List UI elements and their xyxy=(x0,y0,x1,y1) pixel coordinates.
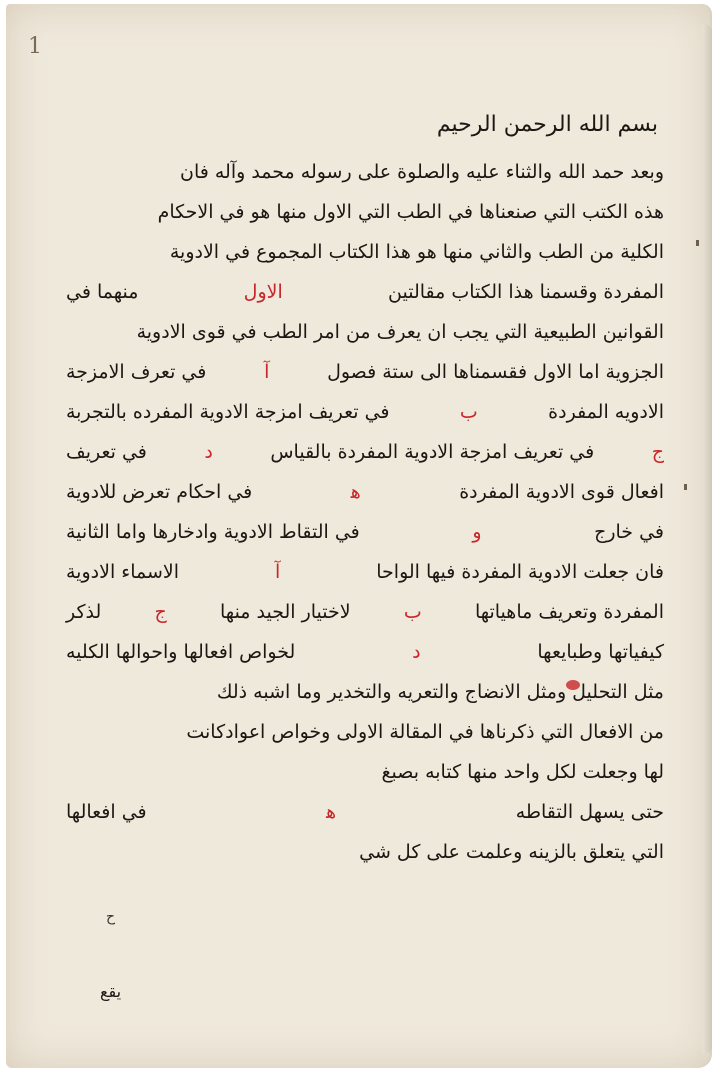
text-line xyxy=(66,312,664,352)
text-segment: في تعرف الامزجة xyxy=(66,361,207,383)
text-segment: في تعريف xyxy=(66,441,147,463)
text-line xyxy=(66,352,664,392)
text-segment: المفردة وقسمنا هذا الكتاب مقالتين xyxy=(388,281,664,303)
text-segment: افعال قوى الادوية المفردة xyxy=(459,481,664,503)
text-segment: في تعريف امزجة الادوية المفردة بالقياس xyxy=(270,441,595,463)
rubric-marker: و xyxy=(472,521,482,543)
rubric-marker: ب xyxy=(403,601,422,623)
rubric-marker: ﻫ xyxy=(326,801,337,823)
line-end-mark: ح xyxy=(106,909,116,925)
text-line xyxy=(66,632,664,672)
text-line xyxy=(66,432,664,472)
text-segment: في تعريف امزجة الادوية المفرده بالتجربة xyxy=(66,401,390,423)
manuscript-page xyxy=(6,4,710,1068)
text-segment: لها وجعلت لكل واحد منها كتابه بصبغ xyxy=(381,761,664,783)
rubric-marker: د xyxy=(412,641,421,663)
catchword: يقع xyxy=(100,982,122,1001)
text-lines xyxy=(66,152,664,872)
text-segment: الادويه المفردة xyxy=(548,401,664,423)
rubric-marker: د xyxy=(204,441,213,463)
rubric-marker: ج xyxy=(154,601,167,623)
text-segment: هذه الكتب التي صنعناها في الطب التي الاول منها هو في الاحكام xyxy=(157,201,664,223)
text-segment: كيفياتها وطبايعها xyxy=(537,641,664,663)
text-line xyxy=(66,552,664,592)
text-line xyxy=(66,712,664,752)
rubric-marker: الاول xyxy=(243,281,283,303)
text-segment: الجزوية اما الاول فقسمناها الى ستة فصول xyxy=(327,361,664,383)
text-line xyxy=(66,232,664,272)
text-segment: لذكر xyxy=(66,601,102,623)
text-segment: في خارج xyxy=(594,521,664,543)
text-segment: حتى يسهل التقاطه xyxy=(515,801,664,823)
margin-mark xyxy=(684,484,687,490)
text-segment: لخواص افعالها واحوالها الكليه xyxy=(66,641,296,663)
text-segment: مثل التحليل ومثل الانضاج والتعريه والتخدير وما اشبه ذلك xyxy=(216,681,664,703)
text-segment: الاسماء الادوية xyxy=(66,561,180,583)
text-line xyxy=(66,832,664,872)
text-line xyxy=(66,192,664,232)
text-line xyxy=(66,792,664,832)
text-line xyxy=(66,512,664,552)
text-segment: فان جعلت الادوية المفردة فيها الواحا xyxy=(376,561,664,583)
text-segment: وبعد حمد الله والثناء عليه والصلوة على رسوله محمد وآله فان xyxy=(179,161,664,183)
text-segment: في افعالها xyxy=(66,801,147,823)
text-segment: لاختيار الجيد منها xyxy=(220,601,351,623)
text-line xyxy=(66,472,664,512)
text-segment: القوانين الطبيعية التي يجب ان يعرف من امر الطب في قوى الادوية xyxy=(136,321,664,343)
basmala: بسم الله الرحمن الرحيم xyxy=(436,112,658,137)
text-segment: منهما في xyxy=(66,281,139,303)
margin-mark xyxy=(696,240,699,246)
rubric-marker: آ xyxy=(275,561,281,583)
text-line xyxy=(66,392,664,432)
text-segment: في التقاط الادوية وادخارها واما الثانية xyxy=(66,521,360,543)
text-segment: المفردة وتعريف ماهياتها xyxy=(474,601,664,623)
rubric-marker: ب xyxy=(459,401,478,423)
text-line xyxy=(66,672,664,712)
text-segment: في احكام تعرض للادوية xyxy=(66,481,253,503)
text-segment: التي يتعلق بالزينه وعلمت على كل شي xyxy=(359,841,664,863)
text-line xyxy=(66,592,664,632)
text-line xyxy=(66,152,664,192)
text-line xyxy=(66,752,664,792)
text-line xyxy=(66,272,664,312)
text-segment: الكلية من الطب والثاني منها هو هذا الكتاب المجموع في الادوية xyxy=(169,241,664,263)
manuscript-text xyxy=(66,98,664,872)
rubric-marker: آ xyxy=(264,361,270,383)
rubric-marker: ج xyxy=(651,441,664,463)
rubric-marker: ﻫ xyxy=(350,481,361,503)
folio-number: 1 xyxy=(28,34,42,59)
text-segment: من الافعال التي ذكرناها في المقالة الاولى وخواص اعوادكانت xyxy=(186,721,664,743)
